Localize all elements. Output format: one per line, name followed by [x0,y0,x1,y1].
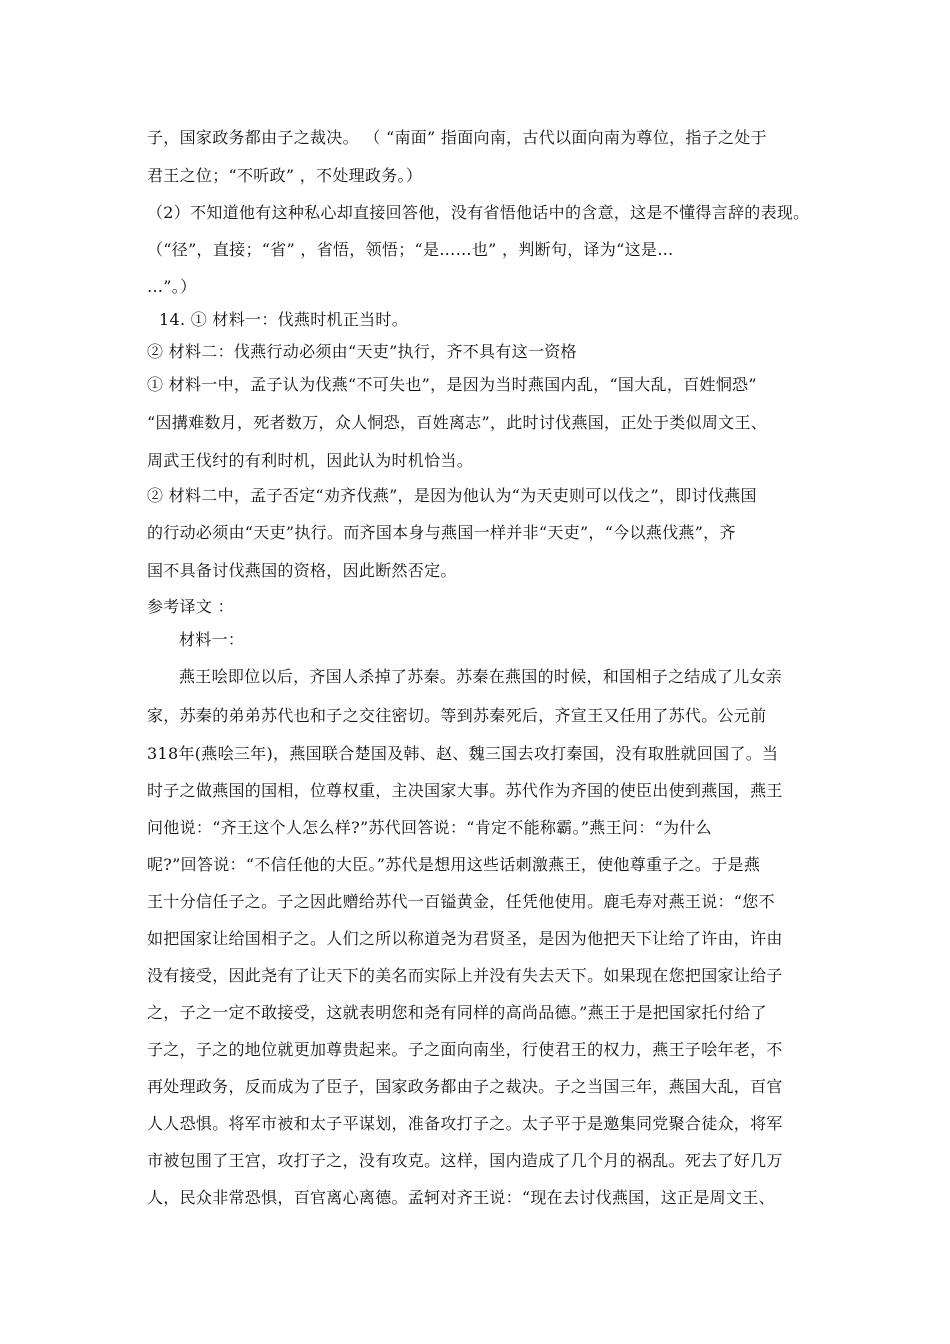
text-line: 材料一： [179,630,245,649]
text-line: ② 材料二：伐燕行动必须由“天吏”执行，齐不具有这一资格 [147,342,577,361]
text-line: 参考译文 ： [147,597,234,616]
text-line: 的行动必须由“天吏”执行。而齐国本身与燕国一样并非“天吏”，“今以燕伐燕”，齐 [147,523,736,542]
text-line: 如把国家让给国相子之。人们之所以称道尧为君贤圣，是因为他把天下让给了许由，许由 [147,929,783,948]
text-line: 时子之做燕国的国相，位尊权重，主决国家大事。苏代作为齐国的使臣出使到燕国，燕王 [147,781,783,800]
text-line: 市被包围了王宫，攻打子之，没有攻克。这样，国内造成了几个月的祸乱。死去了好几万 [147,1151,783,1170]
text-line: 燕王哙即位以后，齐国人杀掉了苏秦。苏秦在燕国的时候，和国相子之结成了儿女亲 [179,667,783,686]
text-line: 14. ① 材料一：伐燕时机正当时。 [159,310,409,329]
text-line: 318年(燕哙三年)，燕国联合楚国及韩、赵、魏三国去攻打秦国，没有取胜就回国了。当 [147,744,779,763]
text-line: 人，民众非常恐惧，百官离心离德。孟轲对齐王说：“现在去讨伐燕国，这正是周文王、 [147,1188,775,1207]
text-line: ① 材料一中，孟子认为伐燕“不可失也”，是因为当时燕国内乱，“国大乱，百姓恫恐” [147,375,757,394]
text-line: ② 材料二中，孟子否定“劝齐伐燕”，是因为他认为“为天吏则可以伐之”，即讨伐燕国 [147,486,757,505]
text-line: （“径”，直接；“省” ，省悟，领悟；“是……也” ，判断句，译为“这是… [147,240,674,259]
text-line: 子，国家政务都由子之裁决。 （ “南面” 指面向南，古代以面向南为尊位，指子之处于 [147,128,767,147]
text-line: 呢?”回答说：“不信任他的大臣。”苏代是想用这些话刺激燕王，使他尊重子之。于是燕 [147,855,761,874]
text-line: 王十分信任子之。子之因此赠给苏代一百镒黄金，任凭他使用。鹿毛寿对燕王说：“您不 [147,892,775,911]
text-line: …”。） [147,277,197,296]
text-line: 问他说：“齐王这个人怎么样?”苏代回答说：“肯定不能称霸。”燕王问：“为什么 [147,818,712,837]
text-line: 君王之位；“不听政” ，不处理政务。） [147,166,423,185]
text-line: （2）不知道他有这种私心却直接回答他，没有省悟他话中的含意，这是不懂得言辞的表现。 [147,203,810,222]
text-line: 子之，子之的地位就更加尊贵起来。子之面向南坐，行使君王的权力，燕王子哙年老，不 [147,1040,783,1059]
text-line: “因搆难数月，死者数万，众人恫恐，百姓离志”，此时讨伐燕国，正处于类似周文王、 [147,413,768,432]
text-line: 人人恐惧。将军市被和太子平谋划，准备攻打子之。太子平于是邀集同党聚合徒众，将军 [147,1114,783,1133]
text-line: 没有接受，因此尧有了让天下的美名而实际上并没有失去天下。如果现在您把国家让给子 [147,966,783,985]
text-line: 再处理政务，反而成为了臣子，国家政务都由子之裁决。子之当国三年，燕国大乱，百官 [147,1077,783,1096]
text-line: 国不具备讨伐燕国的资格，因此断然否定。 [147,561,457,580]
text-line: 之，子之一定不敢接受，这就表明您和尧有同样的高尚品德。”燕王于是把国家托付给了 [147,1003,767,1022]
text-line: 周武王伐纣的有利时机，因此认为时机恰当。 [147,451,474,470]
text-line: 家，苏秦的弟弟苏代也和子之交往密切。等到苏秦死后，齐宣王又任用了苏代。公元前 [147,706,767,725]
